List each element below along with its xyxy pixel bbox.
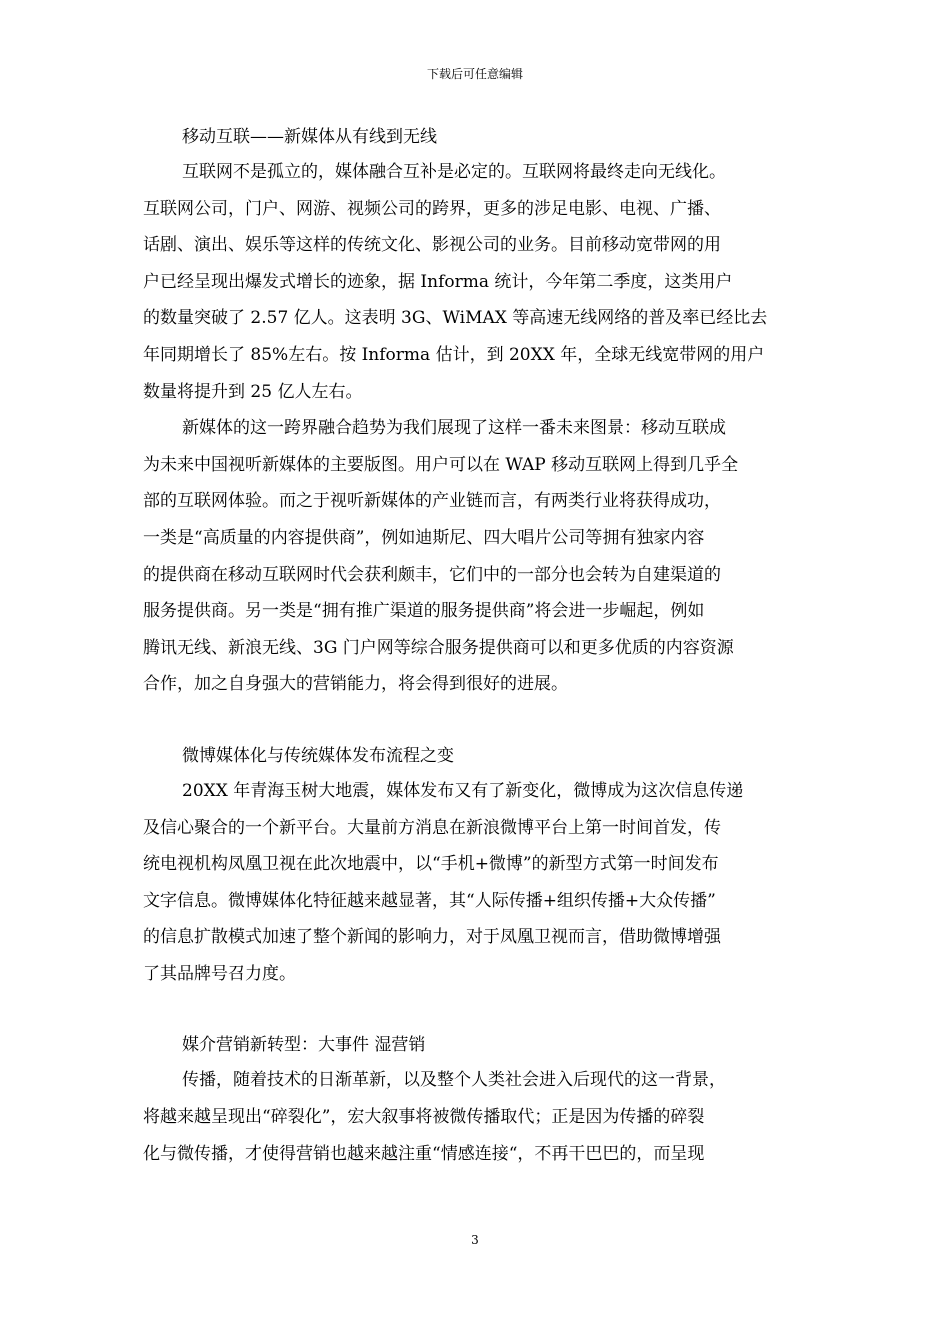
text-line: 传播，随着技术的日渐革新，以及整个人类社会进入后现代的这一背景， bbox=[182, 1070, 726, 1091]
text-line: 新媒体的这一跨界融合趋势为我们展现了这样一番未来图景：移动互联成 bbox=[182, 418, 726, 439]
text-line: 将越来越呈现出“碎裂化”，宏大叙事将被微传播取代；正是因为传播的碎裂 bbox=[143, 1107, 705, 1128]
page-header bbox=[0, 66, 950, 82]
text-line: 及信心聚合的一个新平台。大量前方消息在新浪微博平台上第一时间首发，传 bbox=[143, 817, 721, 838]
section-heading: 媒介营销新转型：大事件 湿营销 bbox=[182, 1035, 426, 1056]
paragraph bbox=[143, 154, 807, 410]
document-body bbox=[143, 120, 807, 1172]
text-line: 部的互联网体验。而之于视听新媒体的产业链而言，有两类行业将获得成功， bbox=[143, 491, 721, 512]
text-line: 了其品牌号召力度。 bbox=[143, 963, 296, 984]
text-line: 话剧、演出、娱乐等这样的传统文化、影视公司的业务。目前移动宽带网的用 bbox=[143, 235, 721, 256]
header-text: 下载后可任意编辑 bbox=[426, 67, 523, 81]
text-line: 的信息扩散模式加速了整个新闻的影响力，对于凤凰卫视而言，借助微博增强 bbox=[143, 927, 721, 948]
section-spacer bbox=[143, 703, 807, 739]
text-line: 合作，加之自身强大的营销能力，将会得到很好的进展。 bbox=[143, 674, 568, 695]
text-line: 的提供商在移动互联网时代会获利颇丰，它们中的一部分也会转为自建渠道的 bbox=[143, 564, 721, 585]
text-line: 的数量突破了 2.57 亿人。这表明 3G、WiMAX 等高速无线网络的普及率已经比去 bbox=[143, 308, 768, 329]
text-line: 化与微传播，才使得营销也越来越注重“情感连接“，不再干巴巴的，而呈现 bbox=[143, 1143, 705, 1164]
text-line: 为未来中国视听新媒体的主要版图。用户可以在 WAP 移动互联网上得到几乎全 bbox=[143, 454, 739, 475]
text-line: 统电视机构凤凰卫视在此次地震中，以“手机+微博”的新型方式第一时间发布 bbox=[143, 854, 719, 875]
section-heading: 移动互联——新媒体从有线到无线 bbox=[182, 127, 437, 147]
paragraph bbox=[143, 773, 807, 993]
text-line: 数量将提升到 25 亿人左右。 bbox=[143, 381, 363, 402]
section-heading: 微博媒体化与传统媒体发布流程之变 bbox=[182, 745, 454, 766]
page-number: 3 bbox=[471, 1233, 479, 1247]
section-spacer bbox=[143, 992, 807, 1028]
text-line: 年同期增长了 85%左右。按 Informa 估计，到 20XX 年，全球无线宽带网的用户 bbox=[143, 344, 765, 365]
paragraph bbox=[143, 1062, 807, 1172]
text-line: 文字信息。微博媒体化特征越来越显著，其“人际传播+组织传播+大众传播” bbox=[143, 890, 716, 911]
paragraph bbox=[143, 410, 807, 703]
text-line: 腾讯无线、新浪无线、3G 门户网等综合服务提供商可以和更多优质的内容资源 bbox=[143, 637, 734, 658]
text-line: 互联网公司，门户、网游、视频公司的跨界，更多的涉足电影、电视、广播、 bbox=[143, 198, 721, 219]
text-line: 户已经呈现出爆发式增长的迹象，据 Informa 统计，今年第二季度，这类用户 bbox=[143, 271, 733, 292]
page-footer bbox=[0, 1232, 950, 1248]
text-line: 一类是“高质量的内容提供商”，例如迪斯尼、四大唱片公司等拥有独家内容 bbox=[143, 527, 705, 548]
text-line: 服务提供商。另一类是“拥有推广渠道的服务提供商”将会进一步崛起，例如 bbox=[143, 601, 705, 622]
text-line: 20XX 年青海玉树大地震，媒体发布又有了新变化，微博成为这次信息传递 bbox=[182, 780, 744, 801]
text-line: 互联网不是孤立的，媒体融合互补是必定的。互联网将最终走向无线化。 bbox=[182, 162, 726, 182]
